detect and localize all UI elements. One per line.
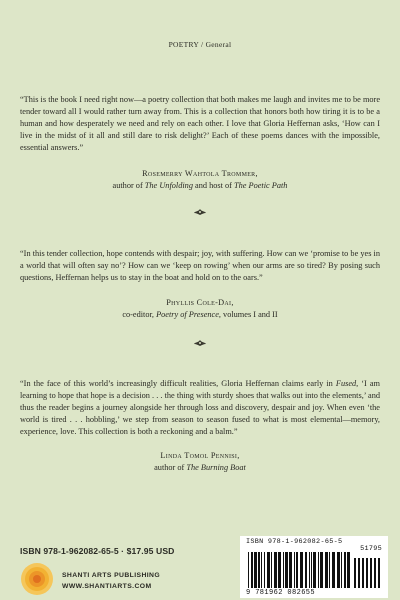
barcode-bar [283,552,284,588]
barcode-price-code: 51795 [360,545,382,553]
barcode-addon-bar [354,558,356,588]
blurb-3-text: “In the face of this world’s increasingly difficult realities, Gloria Heffernan claims early in Fused, ‘I am learning to hope that hope is a decision . . . the thing with sturdy shoes that walks out into the elements,’ and thus the reader begins a journey alongside her through loss and discovery, despair and joy. When even ‘the world is tired . . . hobbling,’ we step from season to season fused to what is most elemental—memory, experience, love. This collection is both a reckoning and a balm.” [20,379,380,436]
publisher-block [62,571,160,592]
blurb-3-attribution [0,450,400,474]
barcode-addon-bar [378,558,380,588]
barcode-addon-bar [358,558,360,588]
barcode-bar [337,552,340,588]
barcode-bar [341,552,342,588]
fleuron-ornament-icon [193,339,207,347]
fleuron-ornament-icon [193,208,207,216]
barcode-bar [264,552,265,588]
blurb-2-attribution [0,297,400,321]
barcode-bar [285,552,288,588]
isbn-price-line: ISBN 978-1-962082-65-5 · $17.95 USD [20,546,175,556]
barcode-bar [300,552,303,588]
barcode-bar [294,552,295,588]
shanti-arts-logo-icon [20,562,54,596]
barcode-bar [248,552,249,588]
barcode-bar [305,552,307,588]
blurb-2-text: “In this tender collection, hope contends with despair; joy, with suffering. How can we ‘promise to be yes in a world that will often say no’? How can we ‘keep on rowing’ when our arms are so tired? By posing such questions, Heffernan helps us to stay in the boat and hold on to the oars.” [20,249,380,282]
blurb-1-attribution [0,168,400,192]
blurb-3-role: author of The Burning Boat [154,462,246,472]
blurb-1-text: “This is the book I need right now—a poetry collection that both makes me laugh and invites me to be more tender toward all I would rather turn away from. This is a collection that honors both how tiring it is to be a human and how desperately we need and rely on each other. I love that Gloria Heffernan asks, ‘How can I live in the midst of it all and still dare to risk delight?’ Each of these poems dances with the impossible, essential answers.” [20,95,380,152]
barcode-bar [261,552,262,588]
barcode-bar [309,552,310,588]
barcode-bar [332,552,335,588]
blurb-3-author: Linda Tomol Pennisi, [160,451,240,460]
barcode-addon-bar [370,558,372,588]
barcode-bar [320,552,323,588]
barcode-bar [278,552,281,588]
blurb-1-role: author of The Unfolding and host of The Poetic Path [112,180,288,190]
blurb-2-role: co-editor, Poetry of Presence, volumes I and II [122,309,278,319]
blurb-2-author: Phyllis Cole-Dai, [166,298,234,307]
barcode-bar [311,552,312,588]
barcode-bar [254,552,257,588]
barcode-bar [289,552,292,588]
publisher-url: WWW.SHANTIARTS.COM [62,582,152,590]
barcode [240,536,388,598]
barcode-bar [347,552,350,588]
barcode-addon-bar [374,558,376,588]
barcode-addon-bar [362,558,364,588]
barcode-bar [318,552,319,588]
barcode-isbn-text: ISBN 978-1-962082-65-5 [246,538,343,546]
barcode-number: 9 781962 082655 [246,589,316,597]
category-label: POETRY / General [168,40,232,49]
barcode-bar [329,552,330,588]
barcode-bar [325,552,328,588]
publisher-name: SHANTI ARTS PUBLISHING [62,572,161,579]
barcode-bar [251,552,253,588]
blurb-1-author: Rosemerry Wahtola Trommer, [142,169,258,178]
barcode-bar [296,552,298,588]
barcode-bar [274,552,277,588]
barcode-bars [246,552,382,588]
barcode-bar [313,552,316,588]
barcode-bar [271,552,272,588]
barcode-addon-bar [366,558,368,588]
barcode-bar [267,552,270,588]
barcode-bar [344,552,346,588]
barcode-bar [258,552,260,588]
